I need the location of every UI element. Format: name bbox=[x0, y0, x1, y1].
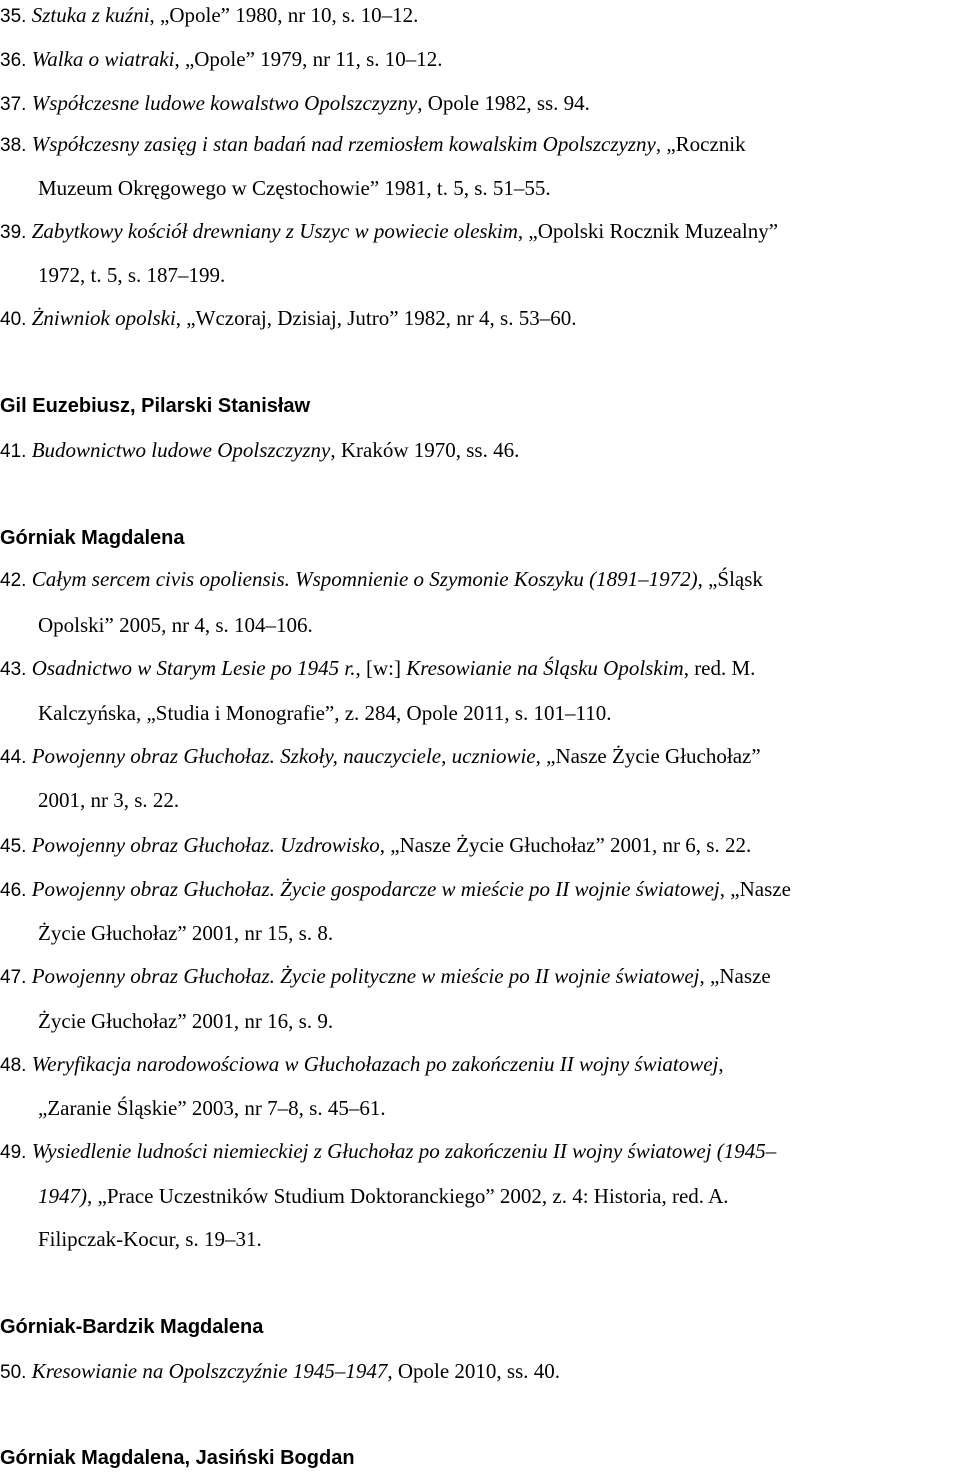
entry-text: Muzeum Okręgowego w Częstochowie” 1981, t. 5, s. 51–55. bbox=[38, 176, 551, 200]
entry-text: Opolski” 2005, nr 4, s. 104–106. bbox=[38, 613, 313, 637]
entry-first-line bbox=[0, 876, 791, 902]
entry-first-line bbox=[0, 655, 755, 681]
entry-number: 39. bbox=[0, 222, 32, 243]
entry-title-text: Żniwniok opolski bbox=[31, 306, 176, 330]
entry-text: , Opole 2010, ss. 40. bbox=[387, 1359, 561, 1383]
entry-text: , Kraków 1970, ss. 46. bbox=[330, 438, 520, 462]
entry-first-line bbox=[0, 743, 761, 769]
author-heading: Górniak Magdalena bbox=[0, 527, 185, 549]
entry-text: , „Opolski Rocznik Muzealny” bbox=[517, 219, 779, 243]
entry-text: , „Nasze bbox=[699, 964, 771, 988]
entry-text: Życie Głuchołaz” 2001, nr 15, s. 8. bbox=[38, 921, 334, 945]
entry-text: , „Nasze bbox=[719, 877, 791, 901]
entry-text: , „Śląsk bbox=[697, 567, 763, 591]
entry-continuation-line bbox=[38, 787, 179, 813]
entry-number: 36. bbox=[0, 50, 32, 71]
entry-text: , red. M. bbox=[683, 656, 756, 680]
entry-first-line bbox=[0, 218, 778, 244]
entry-title-text: Całym sercem civis opoliensis. Wspomnienie o Szymonie Koszyku (1891–1972) bbox=[31, 567, 698, 591]
entry-title-text: Kresowianie na Opolszczyźnie 1945–1947 bbox=[31, 1359, 388, 1383]
entry-title-text: Powojenny obraz Głuchołaz. Życie gospodarcze w mieście po II wojnie światowej bbox=[31, 877, 720, 901]
entry-number: 35. bbox=[0, 6, 32, 27]
entry-number: 47. bbox=[0, 967, 32, 988]
entry-number: 37. bbox=[0, 94, 32, 115]
entry-continuation-line bbox=[38, 1095, 386, 1121]
entry-number: 45. bbox=[0, 836, 32, 857]
entry-number: 46. bbox=[0, 880, 32, 901]
entry-first-line bbox=[0, 1051, 724, 1077]
entry-title-text: Powojenny obraz Głuchołaz. Uzdrowisko bbox=[31, 833, 380, 857]
entry-text: , [w:] bbox=[355, 656, 407, 680]
entry-number: 41. bbox=[0, 441, 32, 462]
entry-title-text: Kresowianie na Śląsku Opolskim bbox=[406, 656, 684, 680]
entry-text: , Opole 1982, ss. 94. bbox=[417, 91, 590, 115]
entry-title-text: Osadnictwo w Starym Lesie po 1945 r. bbox=[31, 656, 356, 680]
entry-number: 44. bbox=[0, 747, 32, 768]
entry-text: 2001, nr 3, s. 22. bbox=[38, 788, 180, 812]
entry-title-text: Współczesne ludowe kowalstwo Opolszczyzny bbox=[31, 91, 418, 115]
entry-text: , „Wczoraj, Dzisiaj, Jutro” 1982, nr 4, s. 53–60. bbox=[175, 306, 577, 330]
entry-text: , „Nasze Życie Głuchołaz” bbox=[535, 744, 761, 768]
entry-text: , „Prace Uczestników Studium Doktoranckiego” 2002, z. 4: Historia, red. A. bbox=[87, 1184, 729, 1208]
entry-text: Kalczyńska, „Studia i Monografie”, z. 284, Opole 2011, s. 101–110. bbox=[38, 701, 612, 725]
entry-title-text: Budownictwo ludowe Opolszczyzny bbox=[31, 438, 331, 462]
entry-first-line bbox=[0, 963, 771, 989]
entry-first-line bbox=[0, 437, 519, 463]
entry-text: , „Opole” 1979, nr 11, s. 10–12. bbox=[174, 47, 443, 71]
entry-continuation-line bbox=[38, 175, 551, 201]
entry-first-line bbox=[0, 131, 746, 157]
entry-text: Życie Głuchołaz” 2001, nr 16, s. 9. bbox=[38, 1009, 334, 1033]
entry-number: 43. bbox=[0, 659, 32, 680]
author-heading: Górniak-Bardzik Magdalena bbox=[0, 1316, 264, 1338]
entry-first-line bbox=[0, 2, 418, 28]
entry-number: 50. bbox=[0, 1362, 32, 1383]
entry-continuation-line bbox=[38, 1008, 333, 1034]
entry-number: 48. bbox=[0, 1055, 32, 1076]
entry-title-text: Powojenny obraz Głuchołaz. Szkoły, nauczyciele, uczniowie bbox=[31, 744, 536, 768]
entry-number: 49. bbox=[0, 1142, 32, 1163]
entry-title-text: Powojenny obraz Głuchołaz. Życie polityczne w mieście po II wojnie światowej bbox=[31, 964, 700, 988]
entry-title-text: 1947) bbox=[38, 1184, 87, 1208]
entry-first-line bbox=[0, 305, 576, 331]
entry-continuation-line bbox=[38, 700, 612, 726]
entry-title-text: Sztuka z kuźni bbox=[31, 3, 150, 27]
entry-first-line bbox=[0, 90, 590, 116]
entry-text: Filipczak-Kocur, s. 19–31. bbox=[38, 1227, 262, 1251]
entry-continuation-line bbox=[38, 1183, 729, 1209]
entry-text: , bbox=[718, 1052, 724, 1076]
entry-text: , „Rocznik bbox=[655, 132, 746, 156]
entry-text: 1972, t. 5, s. 187–199. bbox=[38, 263, 226, 287]
entry-title-text: Wysiedlenie ludności niemieckiej z Głuchołaz po zakończeniu II wojny światowej (1945– bbox=[31, 1139, 777, 1163]
entry-title-text: Weryfikacja narodowościowa w Głuchołazach po zakończeniu II wojny światowej bbox=[31, 1052, 719, 1076]
entry-title-text: Współczesny zasięg i stan badań nad rzemiosłem kowalskim Opolszczyzny bbox=[31, 132, 656, 156]
entry-number: 42. bbox=[0, 570, 32, 591]
entry-text: „Zaranie Śląskie” 2003, nr 7–8, s. 45–61. bbox=[38, 1096, 386, 1120]
entry-continuation-line bbox=[38, 1226, 262, 1252]
entry-number: 38. bbox=[0, 135, 32, 156]
entry-continuation-line bbox=[38, 612, 313, 638]
entry-text: , „Opole” 1980, nr 10, s. 10–12. bbox=[149, 3, 419, 27]
entry-text: , „Nasze Życie Głuchołaz” 2001, nr 6, s. 22. bbox=[379, 833, 752, 857]
entry-first-line bbox=[0, 46, 443, 72]
entry-continuation-line bbox=[38, 262, 225, 288]
entry-first-line bbox=[0, 1358, 560, 1384]
entry-continuation-line bbox=[38, 920, 333, 946]
entry-title-text: Walka o wiatraki bbox=[31, 47, 175, 71]
entry-first-line bbox=[0, 832, 751, 858]
entry-title-text: Zabytkowy kościół drewniany z Uszyc w powiecie oleskim bbox=[31, 219, 518, 243]
entry-number: 40. bbox=[0, 309, 32, 330]
entry-first-line bbox=[0, 566, 763, 592]
entry-first-line bbox=[0, 1138, 776, 1164]
author-heading: Gil Euzebiusz, Pilarski Stanisław bbox=[0, 395, 311, 417]
author-heading: Górniak Magdalena, Jasiński Bogdan bbox=[0, 1447, 355, 1469]
